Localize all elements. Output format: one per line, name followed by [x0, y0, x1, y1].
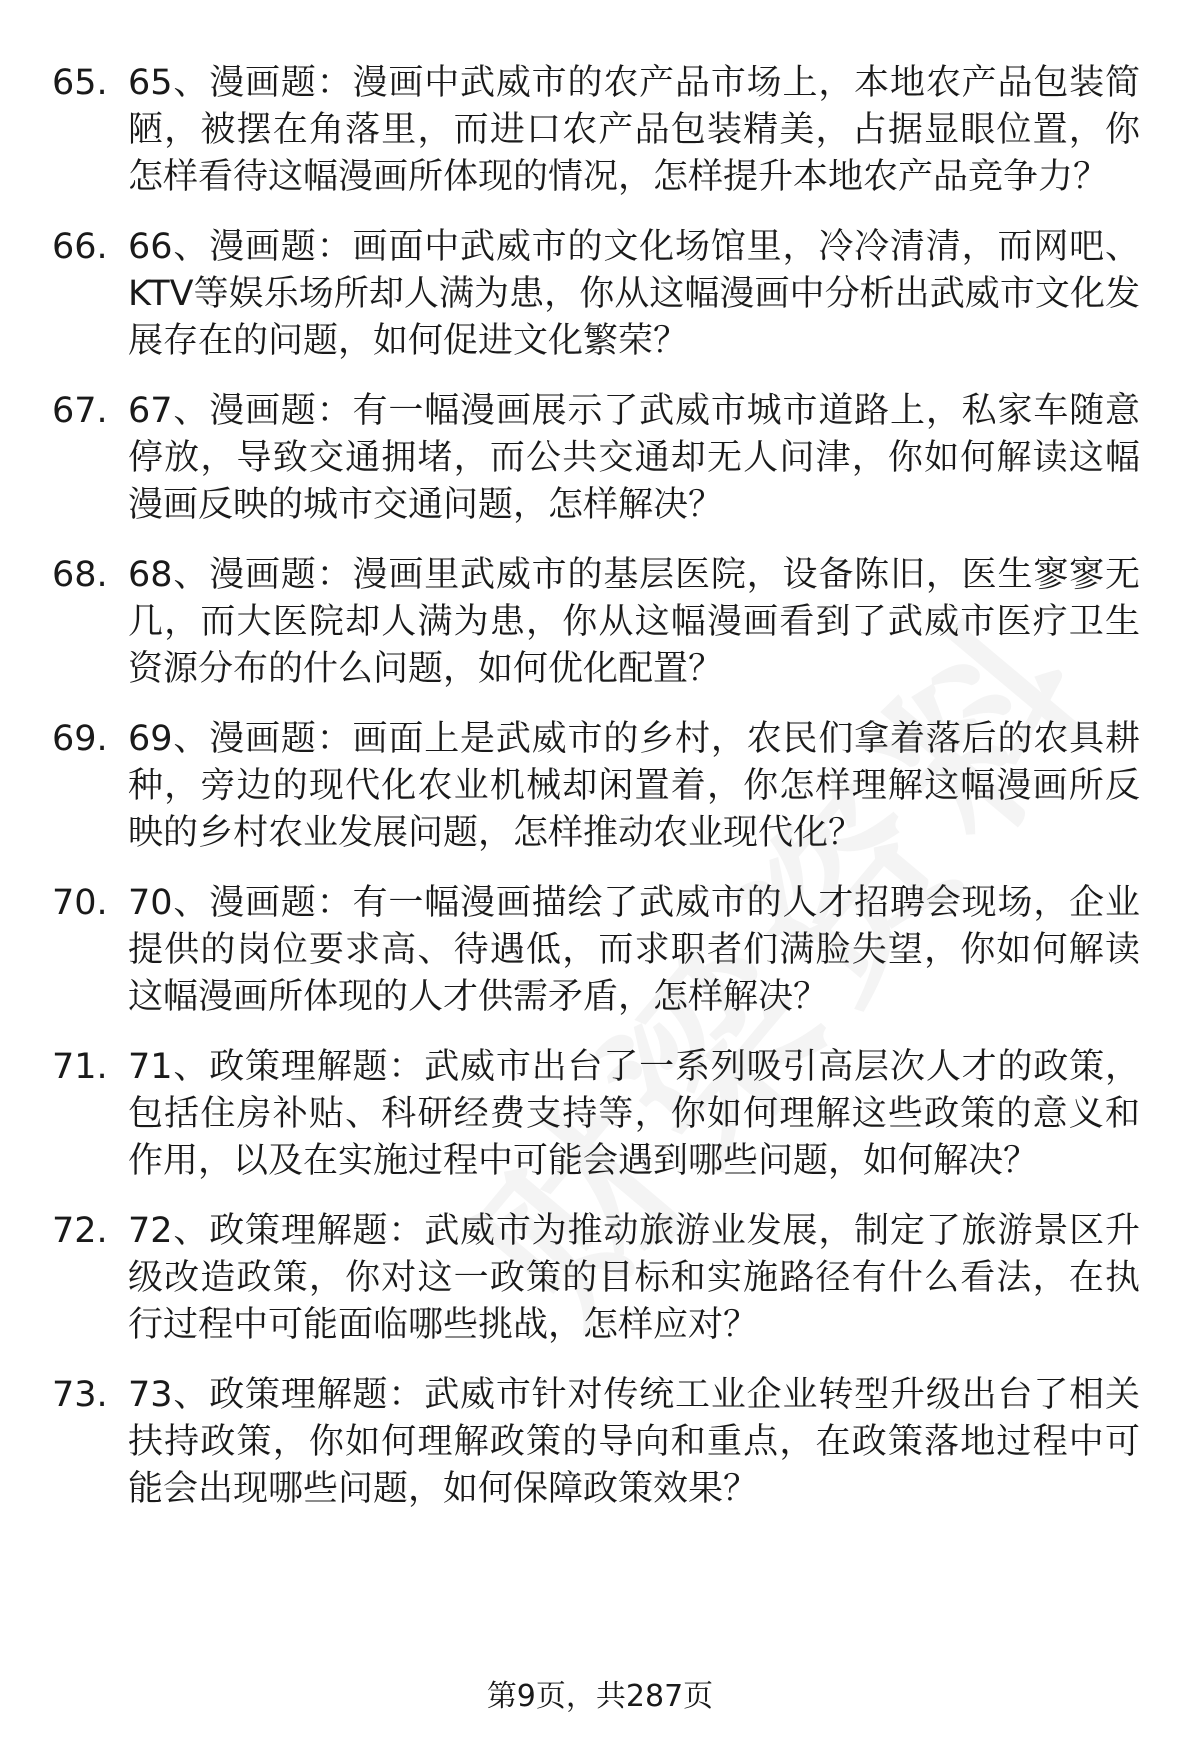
question-text: 71、政策理解题：武威市出台了一系列吸引高层次人才的政策，包括住房补贴、科研经费支持等，你如何理解这些政策的意义和作用，以及在实施过程中可能会遇到哪些问题，如何解决？	[128, 1047, 1140, 1181]
page-footer	[0, 1677, 1200, 1717]
question-item	[0, 716, 1200, 857]
question-item	[0, 388, 1200, 529]
question-item	[0, 1208, 1200, 1349]
question-item	[0, 60, 1200, 201]
question-text: 68、漫画题：漫画里武威市的基层医院，设备陈旧，医生寥寥无几，而大医院却人满为患，你从这幅漫画看到了武威市医疗卫生资源分布的什么问题，如何优化配置？	[128, 555, 1140, 689]
question-number: 72.	[52, 1211, 108, 1251]
question-text: 72、政策理解题：武威市为推动旅游业发展，制定了旅游景区升级改造政策，你对这一政策的目标和实施路径有什么看法，在执行过程中可能面临哪些挑战，怎样应对？	[128, 1211, 1140, 1345]
question-text: 69、漫画题：画面上是武威市的乡村，农民们拿着落后的农具耕种，旁边的现代化农业机械却闲置着，你怎样理解这幅漫画所反映的乡村农业发展问题，怎样推动农业现代化？	[128, 719, 1140, 853]
question-text: 70、漫画题：有一幅漫画描绘了武威市的人才招聘会现场，企业提供的岗位要求高、待遇低，而求职者们满脸失望，你如何解读这幅漫画所体现的人才供需矛盾，怎样解决？	[128, 883, 1140, 1017]
question-number: 69.	[52, 719, 108, 759]
question-text: 66、漫画题：画面中武威市的文化场馆里，冷冷清清，而网吧、KTV等娱乐场所却人满为患，你从这幅漫画中分析出武威市文化发展存在的问题，如何促进文化繁荣？	[128, 227, 1140, 361]
question-number: 68.	[52, 555, 108, 595]
question-number: 70.	[52, 883, 108, 923]
question-number: 71.	[52, 1047, 108, 1087]
question-item	[0, 224, 1200, 365]
question-number: 66.	[52, 227, 108, 267]
question-list	[0, 60, 1200, 1536]
question-item	[0, 880, 1200, 1021]
question-item	[0, 1044, 1200, 1185]
question-item	[0, 552, 1200, 693]
question-number: 67.	[52, 391, 108, 431]
question-text: 65、漫画题：漫画中武威市的农产品市场上，本地农产品包装简陋，被摆在角落里，而进口农产品包装精美，占据显眼位置，你怎样看待这幅漫画所体现的情况，怎样提升本地农产品竞争力？	[128, 63, 1140, 197]
question-number: 73.	[52, 1375, 108, 1415]
page-number-label: 第9页，共287页	[486, 1679, 714, 1714]
question-text: 67、漫画题：有一幅漫画展示了武威市城市道路上，私家车随意停放，导致交通拥堵，而公共交通却无人问津，你如何解读这幅漫画反映的城市交通问题，怎样解决？	[128, 391, 1140, 525]
question-text: 73、政策理解题：武威市针对传统工业企业转型升级出台了相关扶持政策，你如何理解政策的导向和重点，在政策落地过程中可能会出现哪些问题，如何保障政策效果？	[128, 1375, 1140, 1509]
question-item	[0, 1372, 1200, 1513]
question-number: 65.	[52, 63, 108, 103]
